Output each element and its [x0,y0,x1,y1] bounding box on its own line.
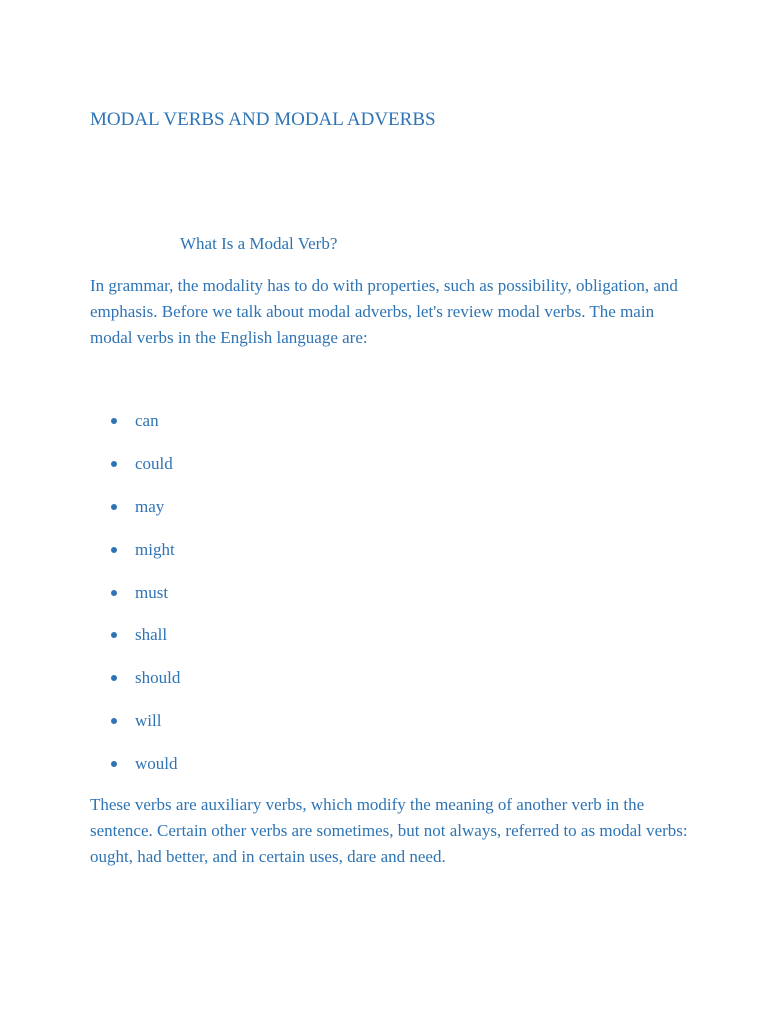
bullet-icon [111,504,117,510]
document-title: MODAL VERBS AND MODAL ADVERBS [90,109,436,130]
list-item-label: shall [135,625,168,645]
modal-verb-list [108,407,180,793]
list-item-label: will [135,711,162,731]
intro-paragraph: In grammar, the modality has to do with properties, such as possibility, obligation, and emphasis. Before we talk about modal adverbs, let's review modal verbs. The main modal verbs in the English language are: [90,276,678,347]
list-item [108,707,180,750]
bullet-icon [111,718,117,724]
list-item-label: should [135,668,181,688]
list-item [108,579,180,622]
list-item [108,407,180,450]
bullet-icon [111,632,117,638]
bullet-icon [111,761,117,767]
list-item-label: could [135,453,173,473]
bullet-icon [111,547,117,553]
bullet-icon [111,418,117,424]
list-item [108,750,180,793]
bullet-icon [111,461,117,467]
list-item-label: must [135,582,169,602]
bullet-icon [111,590,117,596]
section-heading: What Is a Modal Verb? [180,234,338,253]
list-item [108,536,180,579]
closing-paragraph: These verbs are auxiliary verbs, which modify the meaning of another verb in the sentence. Certain other verbs are sometimes, but not always, referred to as modal verbs: ought, had better, and in certain uses, dare and need. [90,795,688,866]
list-item-label: might [135,539,175,559]
list-item-label: would [135,754,178,774]
list-item [108,621,180,664]
list-item [108,493,180,536]
list-item [108,450,180,493]
bullet-icon [111,675,117,681]
list-item [108,664,180,707]
list-item-label: can [135,411,159,430]
list-item-label: may [135,496,165,516]
